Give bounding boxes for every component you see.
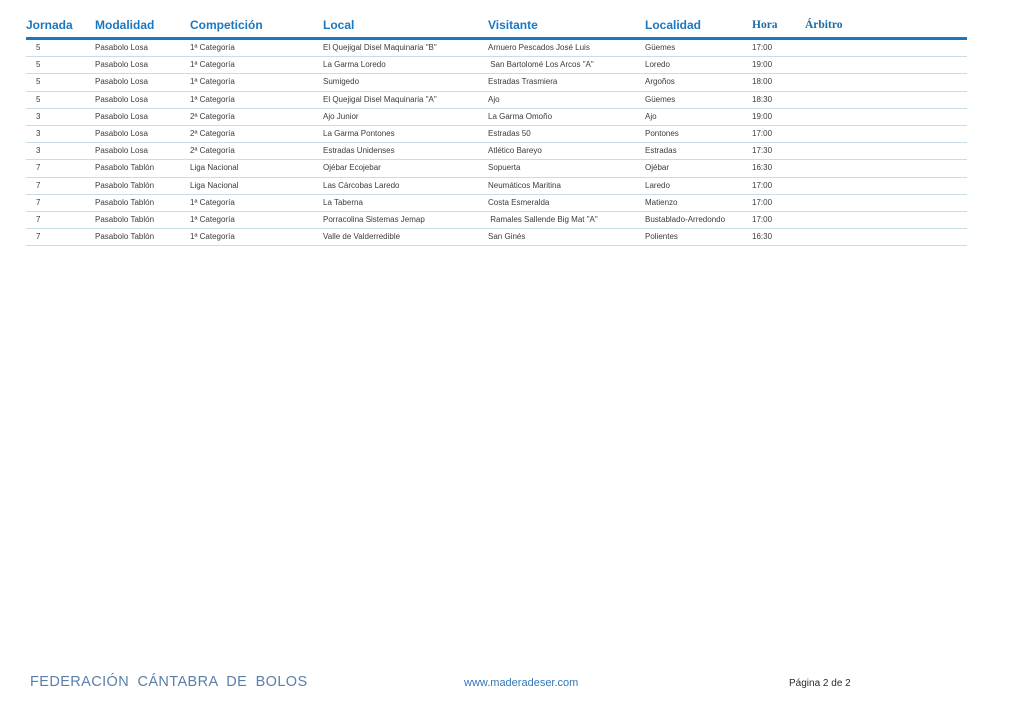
cell-competicion: Liga Nacional: [190, 180, 239, 190]
cell-hora: 17:30: [752, 146, 773, 156]
table-row: [26, 143, 967, 160]
table-header-row: [26, 18, 967, 40]
federation-title: FEDERACIÓN CÁNTABRA DE BOLOS: [30, 674, 308, 690]
cell-competicion: 1ª Categoría: [190, 60, 235, 70]
cell-localidad: Argoños: [645, 77, 675, 87]
cell-jornada: 7: [36, 163, 41, 173]
cell-hora: 17:00: [752, 214, 773, 224]
cell-hora: 16:30: [752, 232, 773, 242]
cell-local: El Quejigal Disel Maquinaria "A": [323, 94, 437, 104]
column-header-localidad: Localidad: [645, 18, 702, 32]
cell-competicion: 2ª Categoría: [190, 111, 235, 121]
cell-local: El Quejigal Disel Maquinaria "B": [323, 43, 437, 53]
cell-visitante: San Ginés: [488, 232, 526, 242]
table-row: [26, 109, 967, 126]
cell-localidad: Ojébar: [645, 163, 670, 173]
cell-visitante: Costa Esmeralda: [488, 197, 550, 207]
cell-modalidad: Pasabolo Tablón: [95, 163, 155, 173]
cell-local: Ajo Junior: [323, 111, 359, 121]
cell-hora: 16:30: [752, 163, 773, 173]
cell-localidad: Matienzo: [645, 197, 678, 207]
column-header-modalidad: Modalidad: [95, 18, 155, 32]
cell-jornada: 7: [36, 197, 41, 207]
cell-hora: 17:00: [752, 197, 773, 207]
column-header-jornada: Jornada: [26, 18, 73, 32]
cell-competicion: Liga Nacional: [190, 163, 239, 173]
cell-visitante: San Bartolomé Los Arcos "A": [488, 60, 594, 70]
cell-localidad: Polientes: [645, 232, 678, 242]
cell-localidad: Pontones: [645, 129, 679, 139]
cell-hora: 18:00: [752, 77, 773, 87]
cell-jornada: 7: [36, 214, 41, 224]
table-row: [26, 57, 967, 74]
cell-jornada: 5: [36, 77, 41, 87]
cell-jornada: 3: [36, 111, 41, 121]
column-header-hora: Hora: [752, 19, 778, 31]
column-header-visitante: Visitante: [488, 18, 538, 32]
schedule-table: [26, 18, 967, 246]
cell-modalidad: Pasabolo Tablón: [95, 232, 155, 242]
table-body: [26, 40, 967, 246]
cell-competicion: 1ª Categoría: [190, 214, 235, 224]
cell-localidad: Laredo: [645, 180, 670, 190]
cell-local: Valle de Valderredible: [323, 232, 401, 242]
cell-local: Estradas Unidenses: [323, 146, 395, 156]
cell-modalidad: Pasabolo Losa: [95, 60, 148, 70]
table-row: [26, 126, 967, 143]
cell-visitante: La Garma Omoño: [488, 111, 553, 121]
cell-modalidad: Pasabolo Losa: [95, 146, 148, 156]
cell-competicion: 1ª Categoría: [190, 232, 235, 242]
cell-jornada: 7: [36, 180, 41, 190]
cell-jornada: 5: [36, 94, 41, 104]
cell-modalidad: Pasabolo Tablón: [95, 180, 155, 190]
cell-modalidad: Pasabolo Tablón: [95, 197, 155, 207]
cell-localidad: Loredo: [645, 60, 670, 70]
column-header-competicion: Competición: [190, 18, 263, 32]
cell-visitante: Ajo: [488, 94, 500, 104]
cell-local: Las Cárcobas Laredo: [323, 180, 400, 190]
cell-local: Ojébar Ecojebar: [323, 163, 381, 173]
table-row: [26, 195, 967, 212]
cell-jornada: 3: [36, 129, 41, 139]
cell-local: La Garma Pontones: [323, 129, 395, 139]
table-row: [26, 229, 967, 246]
cell-modalidad: Pasabolo Losa: [95, 111, 148, 121]
cell-visitante: Sopuerta: [488, 163, 521, 173]
table-row: [26, 160, 967, 177]
table-row: [26, 92, 967, 109]
cell-competicion: 1ª Categoría: [190, 43, 235, 53]
cell-localidad: Güemes: [645, 94, 676, 104]
cell-modalidad: Pasabolo Tablón: [95, 214, 155, 224]
table-row: [26, 74, 967, 91]
cell-competicion: 1ª Categoría: [190, 77, 235, 87]
cell-visitante: Estradas 50: [488, 129, 531, 139]
cell-visitante: Arnuero Pescados José Luis: [488, 43, 590, 53]
cell-localidad: Ajo: [645, 111, 657, 121]
cell-competicion: 1ª Categoría: [190, 197, 235, 207]
table-row: [26, 212, 967, 229]
cell-hora: 17:00: [752, 43, 773, 53]
cell-modalidad: Pasabolo Losa: [95, 129, 148, 139]
column-header-arbitro: Árbitro: [805, 19, 843, 31]
cell-jornada: 5: [36, 43, 41, 53]
cell-visitante: Atlético Bareyo: [488, 146, 542, 156]
cell-localidad: Estradas: [645, 146, 677, 156]
cell-localidad: Güemes: [645, 43, 676, 53]
cell-local: La Garma Loredo: [323, 60, 386, 70]
cell-competicion: 2ª Categoría: [190, 146, 235, 156]
cell-visitante: Estradas Trasmiera: [488, 77, 558, 87]
cell-modalidad: Pasabolo Losa: [95, 43, 148, 53]
cell-modalidad: Pasabolo Losa: [95, 77, 148, 87]
cell-visitante: Neumáticos Maritina: [488, 180, 561, 190]
cell-jornada: 7: [36, 232, 41, 242]
cell-local: Sumigedo: [323, 77, 360, 87]
cell-hora: 19:00: [752, 60, 773, 70]
cell-competicion: 2ª Categoría: [190, 129, 235, 139]
cell-competicion: 1ª Categoría: [190, 94, 235, 104]
cell-visitante: Ramales Sallende Big Mat "A": [488, 214, 598, 224]
cell-local: Porracolina Sistemas Jemap: [323, 214, 425, 224]
cell-modalidad: Pasabolo Losa: [95, 94, 148, 104]
cell-jornada: 5: [36, 60, 41, 70]
cell-hora: 18:30: [752, 94, 773, 104]
cell-jornada: 3: [36, 146, 41, 156]
cell-hora: 17:00: [752, 180, 773, 190]
cell-local: La Taberna: [323, 197, 363, 207]
page-footer: [0, 674, 1024, 696]
website-link[interactable]: www.maderadeser.com: [464, 677, 579, 689]
table-row: [26, 40, 967, 57]
table-row: [26, 178, 967, 195]
cell-hora: 17:00: [752, 129, 773, 139]
page-number: Página 2 de 2: [789, 678, 851, 689]
column-header-local: Local: [323, 18, 355, 32]
cell-hora: 19:00: [752, 111, 773, 121]
cell-localidad: Bustablado-Arredondo: [645, 214, 726, 224]
